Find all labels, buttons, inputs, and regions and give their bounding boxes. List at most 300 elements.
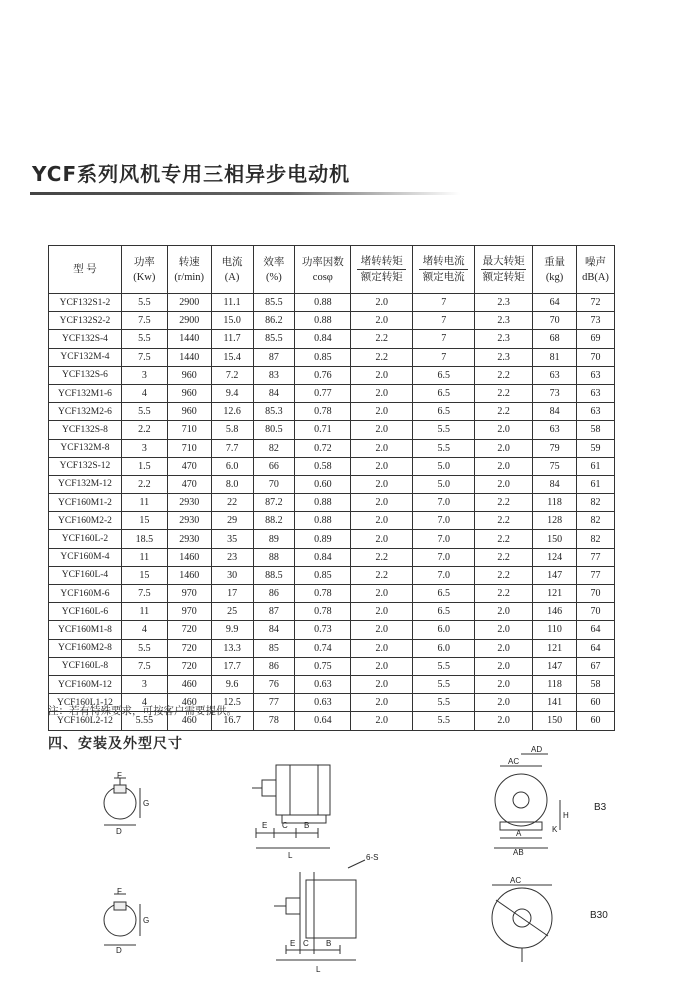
table-cell: 63	[533, 421, 577, 439]
table-cell: 70	[576, 585, 614, 603]
table-cell: 7.0	[413, 548, 475, 566]
table-row	[49, 639, 615, 657]
table-cell: 2.0	[351, 530, 413, 548]
table-cell: 7.0	[413, 566, 475, 584]
column-header-line2: 额定电流	[419, 269, 468, 285]
table-cell: YCF160M2-2	[49, 512, 122, 530]
table-cell: 6.5	[413, 366, 475, 384]
table-cell: 2.0	[351, 294, 413, 312]
column-header-line2: (kg)	[545, 271, 564, 283]
table-cell: 2.2	[351, 548, 413, 566]
table-cell: 84	[253, 384, 295, 402]
column-header-line1: 功率	[133, 256, 155, 268]
table-cell: YCF132S-6	[49, 366, 122, 384]
table-cell: 84	[533, 475, 577, 493]
table-cell: 970	[167, 585, 211, 603]
table-cell: 84	[533, 403, 577, 421]
table-cell: YCF160L-6	[49, 603, 122, 621]
side-view-drawing-1	[252, 765, 330, 848]
table-row	[49, 312, 615, 330]
table-cell: 6.0	[211, 457, 253, 475]
table-cell: 73	[576, 312, 614, 330]
table-cell: 970	[167, 603, 211, 621]
column-header-line1: 型 号	[73, 264, 97, 275]
column-header	[121, 246, 167, 294]
table-cell: 64	[533, 294, 577, 312]
table-cell: 2.2	[475, 384, 533, 402]
table-cell: 82	[576, 512, 614, 530]
table-cell: 1460	[167, 548, 211, 566]
front-view-b3-drawing	[494, 754, 560, 848]
table-cell: 63	[533, 366, 577, 384]
label-b: B	[304, 821, 310, 830]
table-cell: 2.0	[475, 421, 533, 439]
table-cell: 70	[576, 348, 614, 366]
table-cell: 89	[253, 530, 295, 548]
table-cell: 2.2	[475, 566, 533, 584]
table-cell: 4	[121, 694, 167, 712]
table-cell: 2.0	[351, 621, 413, 639]
table-cell: 0.77	[295, 384, 351, 402]
label-6s: 6-S	[366, 853, 379, 862]
table-cell: 2900	[167, 312, 211, 330]
table-cell: 121	[533, 585, 577, 603]
shaft-section-drawing-2	[104, 894, 140, 945]
table-cell: 88	[253, 548, 295, 566]
table-cell: 2.0	[475, 657, 533, 675]
table-cell: 80.5	[253, 421, 295, 439]
table-row	[49, 348, 615, 366]
table-cell: YCF132M-12	[49, 475, 122, 493]
table-body	[49, 294, 615, 731]
table-cell: 5.5	[413, 657, 475, 675]
table-cell: 720	[167, 621, 211, 639]
column-header-line2: (%)	[266, 271, 282, 283]
table-cell: 6.0	[413, 621, 475, 639]
table-cell: 1440	[167, 348, 211, 366]
label-c: C	[282, 821, 288, 830]
table-cell: 83	[253, 366, 295, 384]
label-ab: AB	[513, 848, 524, 857]
table-cell: 720	[167, 639, 211, 657]
table-cell: 63	[576, 384, 614, 402]
label-a: A	[516, 829, 522, 838]
column-header-line1: 功率因数	[301, 256, 344, 268]
column-header	[533, 246, 577, 294]
table-cell: 87	[253, 603, 295, 621]
table-cell: 11.7	[211, 330, 253, 348]
column-header	[49, 246, 122, 294]
table-cell: 0.76	[295, 366, 351, 384]
table-cell: 2.0	[351, 639, 413, 657]
column-header-line2: 额定转矩	[481, 269, 526, 285]
table-row	[49, 494, 615, 512]
table-cell: 25	[211, 603, 253, 621]
table-cell: 5.5	[413, 694, 475, 712]
table-cell: 84	[253, 621, 295, 639]
table-row	[49, 330, 615, 348]
table-cell: 70	[533, 312, 577, 330]
table-cell: 12.5	[211, 694, 253, 712]
table-cell: 0.63	[295, 675, 351, 693]
table-row	[49, 512, 615, 530]
table-cell: 147	[533, 657, 577, 675]
table-row	[49, 421, 615, 439]
table-cell: 77	[576, 566, 614, 584]
table-cell: 5.5	[413, 675, 475, 693]
shaft-section-drawing-1	[104, 778, 140, 825]
table-cell: 0.78	[295, 603, 351, 621]
table-row	[49, 657, 615, 675]
table-cell: YCF132M1-6	[49, 384, 122, 402]
column-header	[211, 246, 253, 294]
table-cell: 146	[533, 603, 577, 621]
table-row	[49, 621, 615, 639]
table-cell: 2900	[167, 294, 211, 312]
table-cell: 0.71	[295, 421, 351, 439]
table-cell: 69	[576, 330, 614, 348]
table-cell: 2.0	[351, 475, 413, 493]
column-header	[351, 246, 413, 294]
table-cell: 11.1	[211, 294, 253, 312]
table-cell: 7.7	[211, 439, 253, 457]
table-cell: 2.0	[475, 639, 533, 657]
table-cell: 15.0	[211, 312, 253, 330]
table-cell: 85.5	[253, 330, 295, 348]
table-cell: 85.5	[253, 294, 295, 312]
table-cell: 2.0	[475, 675, 533, 693]
table-cell: 66	[253, 457, 295, 475]
table-cell: 85.3	[253, 403, 295, 421]
table-cell: 9.6	[211, 675, 253, 693]
table-cell: 7	[413, 330, 475, 348]
table-cell: YCF160L2-12	[49, 712, 122, 730]
label-d: D	[116, 827, 122, 836]
table-cell: 2.0	[475, 475, 533, 493]
table-cell: 78	[253, 712, 295, 730]
table-row	[49, 294, 615, 312]
table-cell: 5.5	[121, 294, 167, 312]
table-cell: 2.2	[475, 585, 533, 603]
table-cell: 0.78	[295, 585, 351, 603]
table-cell: 960	[167, 384, 211, 402]
table-cell: 7.5	[121, 312, 167, 330]
table-cell: YCF160M1-8	[49, 621, 122, 639]
table-cell: 0.78	[295, 403, 351, 421]
table-cell: YCF132M2-6	[49, 403, 122, 421]
table-cell: 2.2	[351, 330, 413, 348]
spec-table	[48, 245, 615, 731]
table-cell: 150	[533, 712, 577, 730]
table-cell: 2.2	[475, 530, 533, 548]
table-row	[49, 403, 615, 421]
column-header-line2: (Kw)	[133, 271, 156, 283]
table-cell: 87	[253, 348, 295, 366]
table-cell: 85	[253, 639, 295, 657]
table-cell: 3	[121, 439, 167, 457]
table-cell: 460	[167, 675, 211, 693]
label-e: E	[262, 821, 268, 830]
label-ac-2: AC	[510, 876, 522, 885]
table-cell: 0.84	[295, 330, 351, 348]
column-header-line1: 重量	[544, 256, 566, 268]
table-cell: 2.0	[475, 694, 533, 712]
table-cell: 2.0	[351, 657, 413, 675]
table-cell: 2.0	[351, 439, 413, 457]
table-cell: YCF160L1-12	[49, 694, 122, 712]
label-g-2: G	[143, 916, 150, 925]
table-cell: YCF132S-12	[49, 457, 122, 475]
column-header-line1: 堵转转矩	[360, 256, 403, 267]
table-cell: 0.88	[295, 512, 351, 530]
column-header	[295, 246, 351, 294]
table-cell: 6.5	[413, 384, 475, 402]
table-cell: 2930	[167, 530, 211, 548]
table-cell: 22	[211, 494, 253, 512]
table-cell: 73	[533, 384, 577, 402]
table-cell: 81	[533, 348, 577, 366]
table-cell: 470	[167, 475, 211, 493]
table-cell: 5.0	[413, 475, 475, 493]
table-cell: 710	[167, 439, 211, 457]
table-cell: 2.3	[475, 294, 533, 312]
table-cell: 64	[576, 639, 614, 657]
table-cell: 3	[121, 675, 167, 693]
table-cell: 7.0	[413, 530, 475, 548]
table-cell: 88.5	[253, 566, 295, 584]
label-c-2: C	[303, 939, 309, 948]
table-cell: 2.2	[121, 475, 167, 493]
table-cell: 2.0	[351, 694, 413, 712]
table-cell: 5.5	[121, 330, 167, 348]
table-cell: 2.0	[351, 457, 413, 475]
column-header-line2: (r/min)	[174, 271, 205, 283]
table-cell: YCF132S-8	[49, 421, 122, 439]
table-cell: 2.0	[475, 621, 533, 639]
table-cell: 2.0	[475, 439, 533, 457]
table-cell: YCF132M-4	[49, 348, 122, 366]
table-cell: 76	[253, 675, 295, 693]
table-cell: 710	[167, 421, 211, 439]
table-cell: 61	[576, 457, 614, 475]
column-header-line2: dB(A)	[582, 271, 609, 283]
table-cell: 9.9	[211, 621, 253, 639]
table-cell: 72	[576, 294, 614, 312]
table-cell: 5.5	[413, 439, 475, 457]
table-cell: 77	[253, 694, 295, 712]
table-cell: 0.85	[295, 348, 351, 366]
section-title: 四、安装及外型尺寸	[48, 736, 183, 752]
table-cell: 18.5	[121, 530, 167, 548]
table-cell: 5.5	[413, 712, 475, 730]
table-cell: 23	[211, 548, 253, 566]
table-cell: 2.2	[351, 566, 413, 584]
table-cell: 86	[253, 585, 295, 603]
front-view-b30-drawing	[492, 885, 552, 962]
table-cell: 63	[576, 403, 614, 421]
table-cell: 4	[121, 621, 167, 639]
label-l: L	[288, 851, 293, 860]
table-header-row	[49, 246, 615, 294]
table-cell: YCF132S2-2	[49, 312, 122, 330]
table-cell: 59	[576, 439, 614, 457]
table-cell: 2.0	[475, 603, 533, 621]
table-cell: 79	[533, 439, 577, 457]
table-cell: 0.74	[295, 639, 351, 657]
table-cell: 124	[533, 548, 577, 566]
table-cell: 6.5	[413, 585, 475, 603]
table-cell: YCF160M-4	[49, 548, 122, 566]
table-cell: 11	[121, 494, 167, 512]
table-cell: 2.2	[475, 366, 533, 384]
column-header-line2: 额定转矩	[357, 269, 406, 285]
table-cell: 2.3	[475, 348, 533, 366]
table-row	[49, 585, 615, 603]
table-cell: YCF160L-8	[49, 657, 122, 675]
label-g: G	[143, 799, 150, 808]
column-header-line2: (A)	[224, 271, 240, 283]
table-cell: 17.7	[211, 657, 253, 675]
table-cell: 960	[167, 403, 211, 421]
table-cell: 5.5	[121, 403, 167, 421]
table-cell: 88.2	[253, 512, 295, 530]
table-cell: 12.6	[211, 403, 253, 421]
column-header-line1: 效率	[263, 256, 285, 268]
label-b30: B30	[590, 910, 608, 921]
column-header-line2: cosφ	[312, 271, 333, 283]
table-cell: 63	[576, 366, 614, 384]
table-cell: 2.0	[351, 384, 413, 402]
label-b3: B3	[594, 802, 607, 813]
column-header-line1: 最大转矩	[482, 256, 525, 267]
column-header-line1: 转速	[178, 256, 200, 268]
page-title: YCF系列风机专用三相异步电动机	[32, 162, 351, 186]
dimension-drawings	[0, 740, 700, 1007]
label-b-2: B	[326, 939, 332, 948]
table-cell: 5.5	[121, 639, 167, 657]
table-cell: 2.0	[351, 421, 413, 439]
label-d-2: D	[116, 946, 122, 955]
table-cell: 2.3	[475, 330, 533, 348]
table-cell: 6.5	[413, 403, 475, 421]
table-cell: 5.55	[121, 712, 167, 730]
table-cell: YCF132S1-2	[49, 294, 122, 312]
table-cell: 118	[533, 494, 577, 512]
table-cell: 77	[576, 548, 614, 566]
table-cell: 2.2	[351, 348, 413, 366]
column-header	[475, 246, 533, 294]
table-row	[49, 603, 615, 621]
table-cell: 1440	[167, 330, 211, 348]
label-ad: AD	[531, 745, 543, 754]
table-cell: 720	[167, 657, 211, 675]
label-h: H	[563, 811, 569, 820]
table-cell: 0.72	[295, 439, 351, 457]
table-cell: 86.2	[253, 312, 295, 330]
table-cell: 460	[167, 694, 211, 712]
table-cell: 110	[533, 621, 577, 639]
table-cell: 2.0	[475, 457, 533, 475]
label-f-2: F	[117, 887, 122, 896]
label-ac: AC	[508, 757, 520, 766]
table-cell: 121	[533, 639, 577, 657]
table-cell: 15	[121, 512, 167, 530]
table-cell: 2.2	[475, 548, 533, 566]
table-cell: 58	[576, 675, 614, 693]
table-cell: 0.63	[295, 694, 351, 712]
table-cell: 147	[533, 566, 577, 584]
table-cell: 7.5	[121, 657, 167, 675]
table-cell: 2.0	[351, 312, 413, 330]
table-cell: 7	[413, 294, 475, 312]
table-cell: 16.7	[211, 712, 253, 730]
table-cell: 0.60	[295, 475, 351, 493]
table-cell: 11	[121, 548, 167, 566]
side-view-drawing-2	[274, 860, 365, 960]
table-cell: 86	[253, 657, 295, 675]
table-cell: 960	[167, 366, 211, 384]
table-row	[49, 457, 615, 475]
column-header-line1: 噪声	[584, 256, 606, 268]
column-header	[167, 246, 211, 294]
table-cell: 0.88	[295, 494, 351, 512]
table-cell: 1460	[167, 566, 211, 584]
table-row	[49, 384, 615, 402]
table-cell: 118	[533, 675, 577, 693]
column-header	[413, 246, 475, 294]
table-row	[49, 439, 615, 457]
table-cell: 7.5	[121, 348, 167, 366]
table-row	[49, 548, 615, 566]
footnote: 注：若有特殊要求，可按客户需要提供。	[48, 705, 237, 717]
table-cell: 13.3	[211, 639, 253, 657]
label-k: K	[552, 825, 558, 834]
table-cell: YCF160M1-2	[49, 494, 122, 512]
table-cell: 7.0	[413, 512, 475, 530]
table-cell: 5.5	[413, 421, 475, 439]
table-cell: 0.58	[295, 457, 351, 475]
table-cell: 60	[576, 712, 614, 730]
table-cell: 7	[413, 348, 475, 366]
table-cell: 0.88	[295, 312, 351, 330]
table-cell: 30	[211, 566, 253, 584]
table-cell: 2.3	[475, 312, 533, 330]
table-cell: 58	[576, 421, 614, 439]
table-cell: 0.84	[295, 548, 351, 566]
label-e-2: E	[290, 939, 296, 948]
table-cell: 5.0	[413, 457, 475, 475]
table-cell: 2930	[167, 512, 211, 530]
table-cell: 9.4	[211, 384, 253, 402]
table-cell: 0.73	[295, 621, 351, 639]
table-cell: 15.4	[211, 348, 253, 366]
table-cell: 2.0	[351, 366, 413, 384]
label-l-2: L	[316, 965, 321, 974]
table-cell: 6.5	[413, 603, 475, 621]
column-header-line1: 堵转电流	[422, 256, 465, 267]
table-cell: 61	[576, 475, 614, 493]
table-cell: 2.0	[351, 675, 413, 693]
table-cell: 82	[253, 439, 295, 457]
table-cell: 2.0	[351, 494, 413, 512]
table-cell: 2.0	[351, 603, 413, 621]
label-f: F	[117, 771, 122, 780]
table-row	[49, 366, 615, 384]
table-cell: 82	[576, 494, 614, 512]
table-cell: 67	[576, 657, 614, 675]
table-row	[49, 475, 615, 493]
table-cell: 70	[576, 603, 614, 621]
